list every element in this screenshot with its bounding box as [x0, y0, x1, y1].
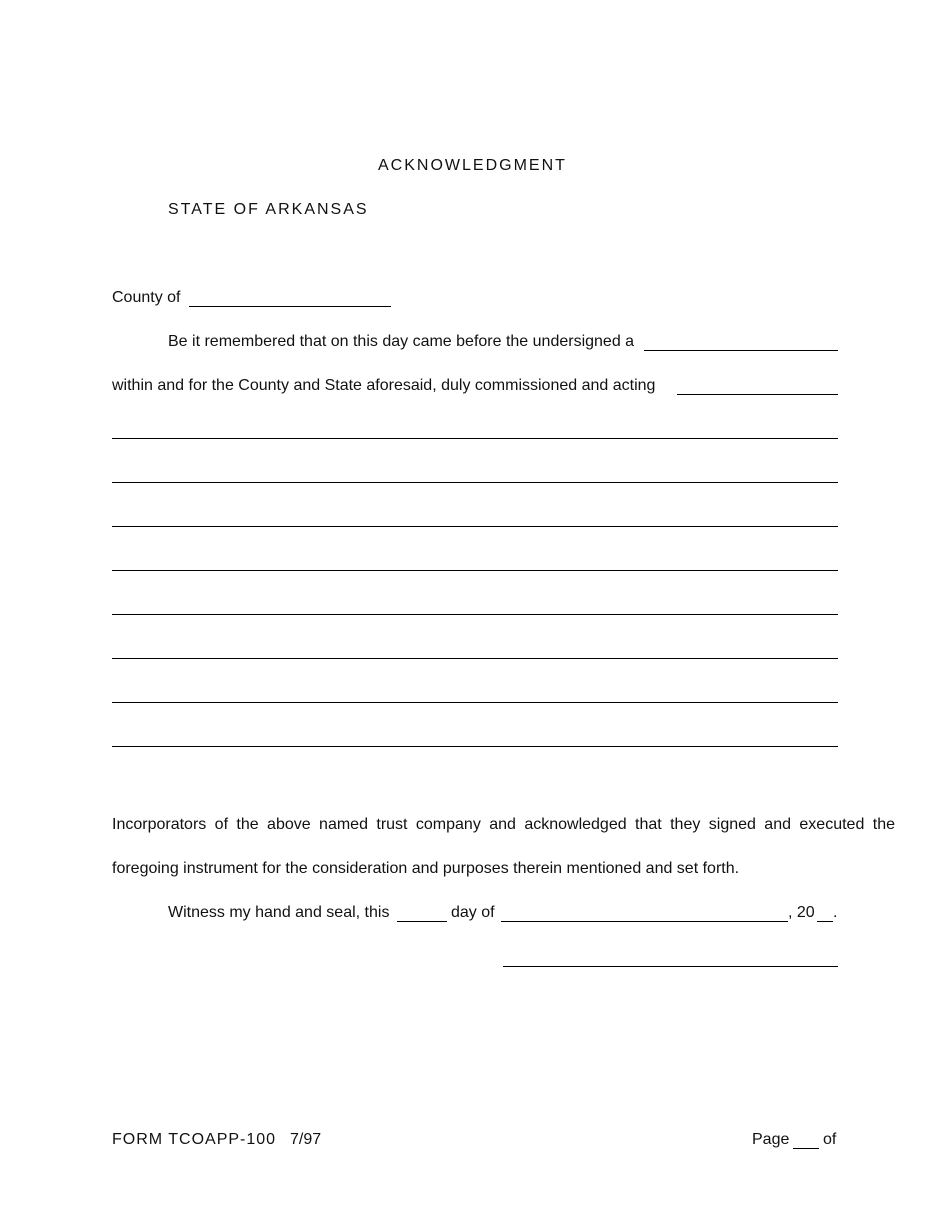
- blank-line-7[interactable]: [112, 702, 838, 703]
- blank-line-6[interactable]: [112, 658, 838, 659]
- witness-year-blank[interactable]: [817, 921, 833, 922]
- blank-line-4[interactable]: [112, 570, 838, 571]
- blank-line-5[interactable]: [112, 614, 838, 615]
- intro-line-2: within and for the County and State aforesaid, duly commissioned and acting: [112, 377, 656, 394]
- intro-line-1: Be it remembered that on this day came before the undersigned a: [168, 333, 635, 350]
- footer-page-label: Page: [752, 1131, 790, 1148]
- incorporators-line-1: Incorporators of the above named trust company and acknowledged that they signed and executed the: [112, 816, 895, 833]
- blank-line-3[interactable]: [112, 526, 838, 527]
- acting-blank[interactable]: [677, 394, 838, 395]
- incorporators-line-2: foregoing instrument for the consideration and purposes therein mentioned and set forth.: [112, 860, 740, 877]
- witness-prefix: Witness my hand and seal, this: [168, 904, 390, 921]
- document-title: ACKNOWLEDGMENT: [378, 157, 567, 174]
- county-label: County of: [112, 289, 181, 306]
- witness-year-prefix: , 20: [788, 904, 815, 921]
- footer-form-id: FORM TCOAPP-100: [112, 1131, 277, 1148]
- blank-line-1[interactable]: [112, 438, 838, 439]
- witness-day-blank[interactable]: [397, 921, 447, 922]
- signature-line[interactable]: [503, 966, 838, 967]
- witness-month-blank[interactable]: [501, 921, 788, 922]
- footer-of-label: of: [823, 1131, 837, 1148]
- footer-date: 7/97: [290, 1131, 322, 1148]
- state-heading: STATE OF ARKANSAS: [168, 201, 369, 218]
- notary-title-blank[interactable]: [644, 350, 838, 351]
- footer-page-number-blank[interactable]: [793, 1148, 819, 1149]
- witness-end: .: [833, 904, 838, 921]
- blank-line-2[interactable]: [112, 482, 838, 483]
- witness-day-of: day of: [451, 904, 495, 921]
- blank-line-8[interactable]: [112, 746, 838, 747]
- county-blank[interactable]: [189, 306, 391, 307]
